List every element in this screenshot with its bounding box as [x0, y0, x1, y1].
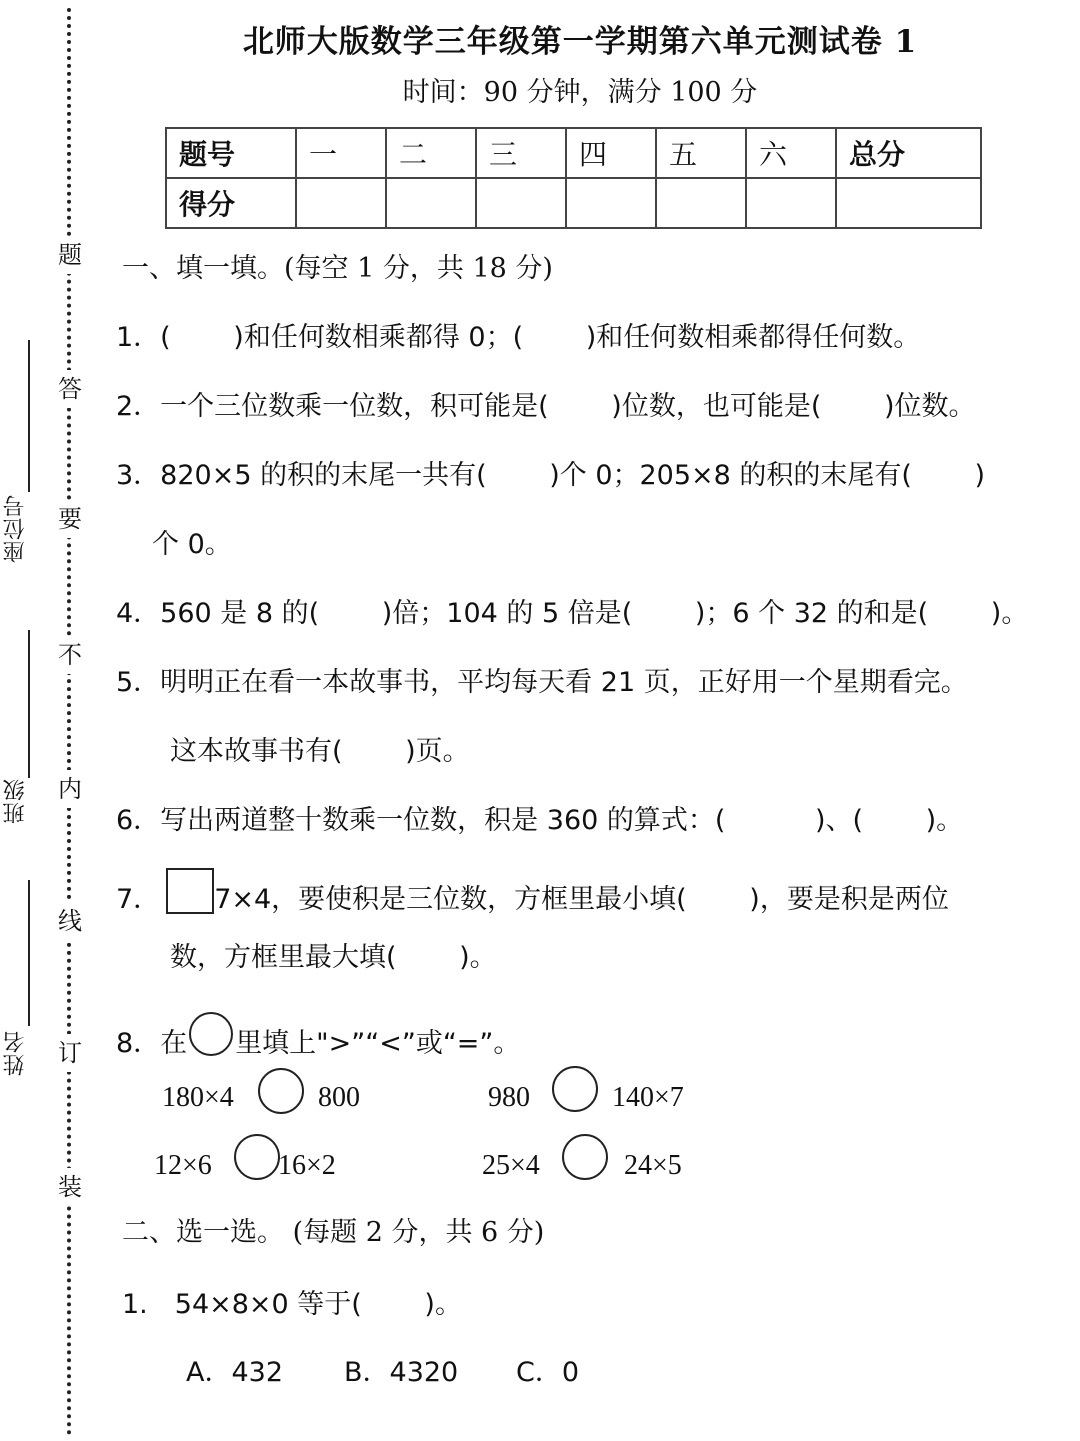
question-1-7-cont: 数，方框里最大填( )。	[170, 942, 497, 973]
cell-q5: 五	[656, 128, 746, 178]
name-blank-line	[28, 880, 30, 1026]
question-2-1: 1. 54×8×0 等于( )。	[122, 1289, 462, 1320]
compare-circle-blank[interactable]	[258, 1068, 304, 1114]
question-1-7-number: 7．	[116, 884, 161, 915]
blank-circle-icon	[189, 1012, 233, 1056]
seal-char-6: 线	[54, 902, 86, 940]
question-1-7	[116, 868, 949, 916]
compare-r1-left-a: 180×4	[162, 1082, 234, 1113]
score-input-cell[interactable]	[476, 178, 566, 228]
cell-score-label: 得分	[166, 178, 296, 228]
cell-q1: 一	[296, 128, 386, 178]
score-table-header-row	[166, 128, 981, 178]
compare-r2-left-b: 25×4	[482, 1150, 540, 1181]
cell-question-no: 题号	[166, 128, 296, 178]
score-input-cell[interactable]	[656, 178, 746, 228]
compare-r2-right-b: 24×5	[624, 1150, 682, 1181]
seal-char-7: 订	[54, 1034, 86, 1072]
cell-q3: 三	[476, 128, 566, 178]
question-1-3: 3．820×5 的积的末尾一共有( )个 0；205×8 的积的末尾有( )	[116, 460, 986, 491]
score-table-score-row	[166, 178, 981, 228]
blank-square-box[interactable]	[166, 868, 214, 914]
question-1-5: 5．明明正在看一本故事书，平均每天看 21 页，正好用一个星期看完。	[116, 667, 968, 698]
seal-char-8: 装	[54, 1168, 86, 1206]
question-1-2: 2．一个三位数乘一位数，积可能是( )位数，也可能是( )位数。	[116, 391, 976, 422]
seal-char-4: 不	[54, 636, 86, 674]
compare-circle-blank[interactable]	[552, 1066, 598, 1112]
compare-r2-left-a: 12×6	[154, 1150, 212, 1181]
class-blank-line	[28, 630, 30, 778]
page-title: 北师大版数学三年级第一学期第六单元测试卷 1	[242, 24, 918, 60]
cell-q6: 六	[746, 128, 836, 178]
score-input-cell[interactable]	[566, 178, 656, 228]
question-1-8-text: 里填上">”“<”或“=”。	[235, 1028, 521, 1059]
option-a[interactable]: A．432	[186, 1357, 284, 1388]
option-b[interactable]: B．4320	[344, 1357, 459, 1388]
score-input-cell[interactable]	[296, 178, 386, 228]
question-1-4: 4．560 是 8 的( )倍；104 的 5 倍是( )；6 个 32 的和是( )。	[116, 598, 1029, 629]
name-label: 姓名	[3, 1030, 28, 1076]
seat-blank-line	[28, 340, 30, 492]
seat-label: 座位号	[3, 494, 28, 563]
section2-heading: 二、选一选。 (每题 2 分，共 6 分)	[122, 1217, 545, 1248]
cell-total: 总分	[836, 128, 981, 178]
section1-heading: 一、填一填。(每空 1 分，共 18 分)	[122, 253, 553, 284]
question-1-6: 6．写出两道整十数乘一位数，积是 360 的算式：( )、( )。	[116, 805, 964, 836]
binding-dotted-line	[67, 8, 71, 1436]
compare-circle-blank[interactable]	[562, 1134, 608, 1180]
score-table	[165, 127, 982, 229]
compare-r2-right-a: 16×2	[278, 1150, 336, 1181]
option-c[interactable]: C．0	[516, 1357, 580, 1388]
compare-r1-left-b: 980	[488, 1082, 530, 1113]
seal-char-2: 答	[54, 370, 86, 408]
seal-char-1: 题	[54, 236, 86, 274]
question-1-3-cont: 个 0。	[152, 529, 232, 560]
class-label: 班级	[3, 778, 28, 824]
question-1-8-number: 8．在	[116, 1028, 188, 1059]
cell-q4: 四	[566, 128, 656, 178]
compare-r1-right-a: 800	[318, 1082, 360, 1113]
score-input-cell[interactable]	[746, 178, 836, 228]
seal-char-3: 要	[54, 500, 86, 538]
question-1-8	[116, 1012, 520, 1060]
question-1-7-text: 7×4，要使积是三位数，方框里最小填( )，要是积是两位	[214, 884, 949, 915]
compare-circle-blank[interactable]	[234, 1134, 280, 1180]
compare-r1-right-b: 140×7	[612, 1082, 684, 1113]
cell-q2: 二	[386, 128, 476, 178]
question-1-1: 1．( )和任何数相乘都得 0；( )和任何数相乘都得任何数。	[116, 322, 921, 353]
question-1-5-cont: 这本故事书有( )页。	[170, 736, 470, 767]
seal-char-5: 内	[54, 770, 86, 808]
page-subtitle: 时间：90 分钟，满分 100 分	[402, 77, 758, 108]
score-input-cell[interactable]	[386, 178, 476, 228]
score-input-cell[interactable]	[836, 178, 981, 228]
